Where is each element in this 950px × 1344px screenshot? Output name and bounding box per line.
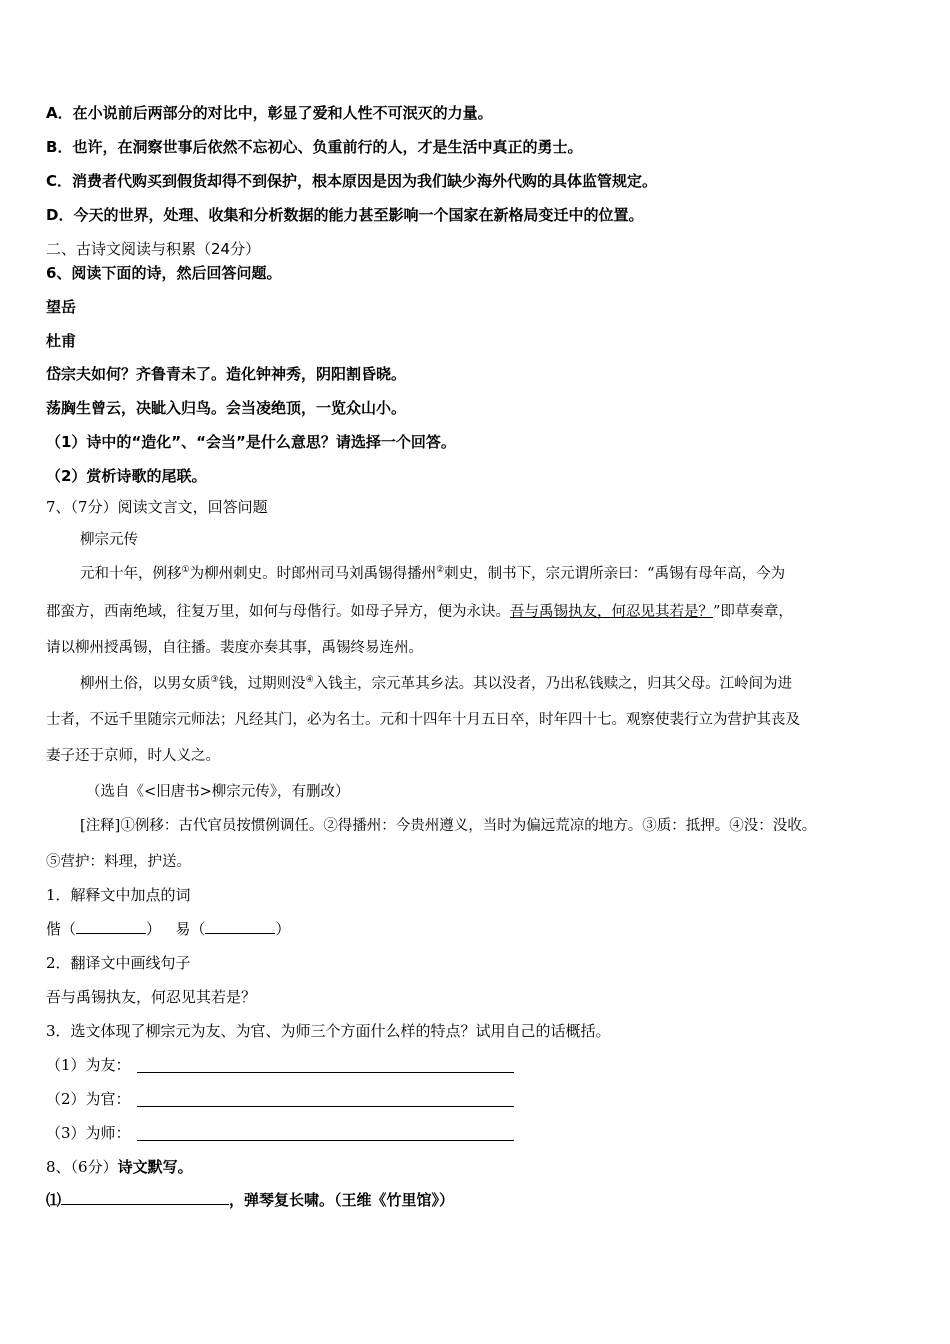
underlined-sentence: 吾与禹锡执友，何忍见其若是？ <box>510 604 713 620</box>
q7-subquestion-3: 3．选文体现了柳宗元为友、为官、为师三个方面什么样的特点？试用自己的话概括。 <box>46 1022 611 1040</box>
passage-source: （选自《<旧唐书>柳宗元传》，有删改） <box>86 784 350 800</box>
poem-line-2: 荡胸生曾云，决眦入归鸟。会当凌绝顶，一览众山小。 <box>46 399 407 417</box>
answer-line-friend[interactable] <box>137 1071 514 1073</box>
passage-p1-line-3: 请以柳州授禹锡，自往播。裴度亦奏其事，禹锡终易连州。 <box>46 640 423 656</box>
option-b: B．也许，在洞察世事后依然不忘初心、负重前行的人，才是生活中真正的勇士。 <box>46 138 583 156</box>
poem-title: 望岳 <box>46 298 77 316</box>
answer-label-official: （2）为官： <box>46 1090 131 1108</box>
passage-p2-line-1: 柳州土俗，以男女质③钱，过期则没④入钱主，宗元革其乡法。其以没者，乃出私钱赎之，归其父母。江岭间为进 <box>80 675 793 692</box>
answer-line-teacher[interactable] <box>137 1139 514 1141</box>
q8-item-1: ⑴ ，弹琴复长啸。（王维《竹里馆》） <box>46 1191 455 1209</box>
answer-line-official[interactable] <box>137 1105 514 1107</box>
poem-line-1: 岱宗夫如何？齐鲁青未了。造化钟神秀，阴阳割昏晓。 <box>46 365 407 383</box>
word-blanks: 偕（ ） 易（ ） <box>46 920 291 938</box>
notes-line-2: ⑤营护：料理，护送。 <box>46 854 191 870</box>
section-heading: 二、古诗文阅读与积累（24分） <box>46 240 261 258</box>
option-d: D．今天的世界，处理、收集和分析数据的能力甚至影响一个国家在新格局变迁中的位置。 <box>46 206 644 224</box>
passage-title: 柳宗元传 <box>80 532 138 548</box>
q7-prompt: 7、（7分）阅读文言文，回答问题 <box>46 498 268 516</box>
blank-xie[interactable] <box>76 919 146 934</box>
q6-subquestion-1: （1）诗中的“造化”、“会当”是什么意思？请选择一个回答。 <box>46 433 456 451</box>
q8-prompt: 8、（6分）诗文默写。 <box>46 1158 193 1176</box>
poem-author: 杜甫 <box>46 332 77 350</box>
q7-subquestion-2: 2．翻译文中画线句子 <box>46 954 191 972</box>
answer-label-teacher: （3）为师： <box>46 1124 131 1142</box>
passage-p1-line-2: 郡蛮方，西南绝域，往复万里，如何与母偕行。如母子异方，便为永诀。吾与禹锡执友，何忍见其若是？”即草奏章， <box>46 604 793 620</box>
q7-subquestion-1: 1．解释文中加点的词 <box>46 886 191 904</box>
blank-yi[interactable] <box>205 919 275 934</box>
translate-sentence: 吾与禹锡执友，何忍见其若是？ <box>46 988 257 1006</box>
recitation-blank[interactable] <box>61 1190 229 1205</box>
passage-p2-line-3: 妻子还于京师，时人义之。 <box>46 748 220 764</box>
q6-prompt: 6、阅读下面的诗，然后回答问题。 <box>46 264 282 282</box>
q6-subquestion-2: （2）赏析诗歌的尾联。 <box>46 467 207 485</box>
notes-line-1: [注释]①例移：古代官员按惯例调任。②得播州：今贵州遵义，当时为偏远荒凉的地方。③质：抵押。④没：没收。 <box>80 818 817 834</box>
passage-p2-line-2: 士者，不远千里随宗元师法；凡经其门，必为名士。元和十四年十月五日卒，时年四十七。观察使裴行立为营护其丧及 <box>46 712 800 728</box>
option-a: A．在小说前后两部分的对比中，彰显了爱和人性不可泯灭的力量。 <box>46 104 493 122</box>
answer-label-friend: （1）为友： <box>46 1056 131 1074</box>
passage-p1-line-1: 元和十年，例移①为柳州刺史。时郎州司马刘禹锡得播州②刺史，制书下，宗元谓所亲曰：“禹锡有母年高，今为 <box>80 565 786 582</box>
option-c: C．消费者代购买到假货却得不到保护，根本原因是因为我们缺少海外代购的具体监管规定。 <box>46 172 658 190</box>
